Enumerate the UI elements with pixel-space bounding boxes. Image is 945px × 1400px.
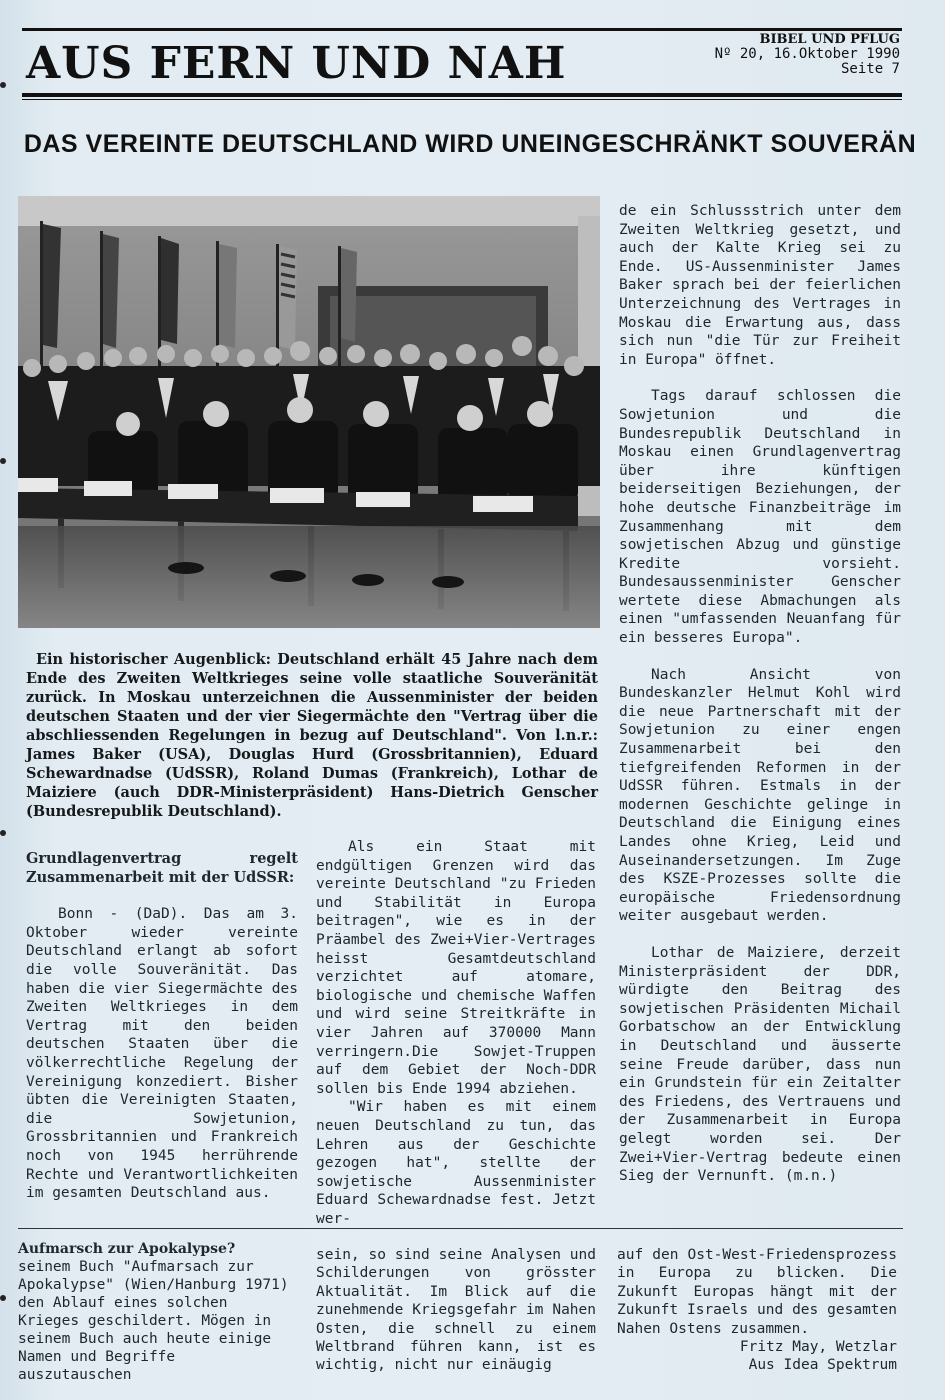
issue-info (715, 32, 900, 77)
issue-number: Nº 20, 16.Oktober 1990 (714, 46, 900, 62)
paragraph: sein, so sind seine Analysen und Schilderungen von grösster Aktualität. Im Blick auf die zunehmende Kriegsgefahr im Nahen Osten, die schnell zu einem Weltbrand führen kann, ist es wichtig, nicht nur einäugig (316, 1247, 596, 1374)
paragraph: Als ein Staat mit endgültigen Grenzen wird das vereinte Deutschland "zu Frieden und Stabilität in Europa beitragen", wie es in der Präambel des Zwei+Vier-Vertrages heisst Gesamtdeutschland verzichtet auf atomare, biologische und chemische Waffen und wird seine Streitkräfte in vier Jahren auf 370000 Mann verringern.Die Sowjet-Truppen auf dem Gebiet der Noch-DDR sollen bis Ende 1994 abziehen. (316, 839, 596, 1097)
binder-hole-mark (0, 82, 6, 88)
section-subhead: Grundlagenvertrag regelt Zusammenarbeit mit der UdSSR: (26, 850, 298, 886)
article-source: Aus Idea Spektrum (748, 1357, 897, 1374)
bottom-article-column-2 (316, 1246, 596, 1375)
paragraph: de ein Schlussstrich unter dem Zweiten Weltkrieg gesetzt, und auch der Kalte Krieg sei zu Ende. US-Aussenminister James Baker sprach bei der feierlichen Unterzeichnung des Vertrages in Moskau die Erwartung aus, dass sich nun "die Tür zur Freiheit in Europa" öffnet. (619, 203, 901, 368)
binder-hole-mark (0, 1295, 6, 1301)
binder-hole-mark (0, 458, 6, 464)
section-divider (18, 1228, 903, 1229)
photo-caption: Ein historischer Augenblick: Deutschland erhält 45 Jahre nach dem Ende des Zweiten Weltkrieges seine volle staatliche Souveränität zurück. In Moskau unterzeichnen die Aussenminister der beiden deutschen Staaten und der vier Siegermächte den "Vertrag über die abschliessenden Regelungen in bezug auf Deutschland". Von l.n.r.: James Baker (USA), Douglas Hurd (Grossbritannien), Eduard Schewardnadse (UdSSR), Roland Dumas (Frankreich), Lothar de Maiziere (auch DDR-Ministerpräsident) Hans-Dietrich Genscher (Bundesrepublik Deutschland). (26, 651, 598, 820)
page-number: Seite 7 (840, 61, 900, 77)
bottom-article-column-1 (18, 1240, 296, 1384)
masthead-top-rule (22, 28, 902, 31)
paragraph: Bonn - (DaD). Das am 3. Oktober wieder vereinte Deutschland erlangt ab sofort die volle Souveränität. Das haben die vier Siegermächte des Zweiten Weltkrieges in dem Vertrag mit den beiden deutschen Staaten über die völkerrechtliche Regelung der Vereinigung konzediert. Bisher übten die Vereinigten Staaten, die Sowjetunion, Grossbritannien und Frankreich noch von 1945 herrührende Rechte und Verantwortlichkeiten im gesamten Deutschland aus. (26, 906, 298, 1202)
masthead-bottom-rule-thin (22, 99, 902, 100)
paragraph: "Wir haben es mit einem neuen Deutschland zu tun, das Lehren aus der Geschichte gezogen hat", stellte der sowjetische Aussenminister Eduard Schewardnadse fest. Jetzt wer- (316, 1099, 596, 1227)
paragraph: Nach Ansicht von Bundeskanzler Helmut Kohl wird die neue Partnerschaft mit der Sowjetunion zu einer engen Zusammenarbeit bei den tiefgreifenden Reformen in der UdSSR führen. Estmals in der modernen Geschichte gelinge in Deutschland die Einigung eines Landes ohne Krieg, Leid und Auseinandersetzungen. Im Zuge des KSZE-Prozesses sollte die europäische Friedensordnung weiter ausgebaut werden. (619, 666, 901, 925)
article-headline: DAS VEREINTE DEUTSCHLAND WIRD UNEINGESCHRÄNKT SOUVERÄN (23, 130, 917, 158)
author-signature: Fritz May, Wetzlar (739, 1339, 897, 1356)
binder-hole-mark (0, 830, 6, 836)
section-title: AUS FERN UND NAH (26, 38, 567, 89)
publication-name: BIBEL UND PFLUG (759, 32, 900, 47)
article-column-1 (26, 850, 298, 1203)
article-column-2 (316, 838, 596, 1228)
article-column-3 (619, 202, 901, 1186)
paragraph: auf den Ost-West-Friedensprozess in Europa zu blicken. Die Zukunft Europas hängt mit der Zukunft Israels und des gesamten Nahen Ostens zusammen. (617, 1247, 897, 1337)
bottom-article-title: Aufmarsch zur Apokalypse? (18, 1241, 236, 1257)
signing-ceremony-photo (18, 196, 600, 628)
paragraph: Lothar de Maiziere, derzeit Ministerpräsident der DDR, würdigte den Beitrag des sowjetischen Präsidenten Michail Gorbatschow an der Entwicklung in Deutschland und äusserte seine Freude darüber, dass nun ein Grundstein für ein Zeitalter des Friedens, des Vertrauens und der Zusammenarbeit in Europa gelegt worden sei. Der Zwei+Vier-Vertrag bedeute einen Sieg der Vernunft. (m.n.) (619, 944, 901, 1185)
bottom-article-column-3 (617, 1246, 897, 1375)
masthead-bottom-rule (22, 93, 902, 97)
paragraph: Tags darauf schlossen die Sowjetunion und die Bundesrepublik Deutschland in Moskau einen Grundlagenvertrag über ihre künftigen beiderseitigen Beziehungen, der hohe deutsche Finanzbeiträge im Zusammenhang mit dem sowjetischen Abzug und günstige Kredite vorsieht. Bundesaussenminister Genscher wertete diese Abmachungen als einen "umfassenden Neuanfang für ein besseres Europa". (619, 388, 901, 647)
paragraph: seinem Buch "Aufmarsach zur Apokalypse" (Wien/Hanburg 1971) den Ablauf eines solchen Krieges geschildert. Mögen in seinem Buch auch heute einige Namen und Begriffe auszutauschen (18, 1259, 289, 1383)
